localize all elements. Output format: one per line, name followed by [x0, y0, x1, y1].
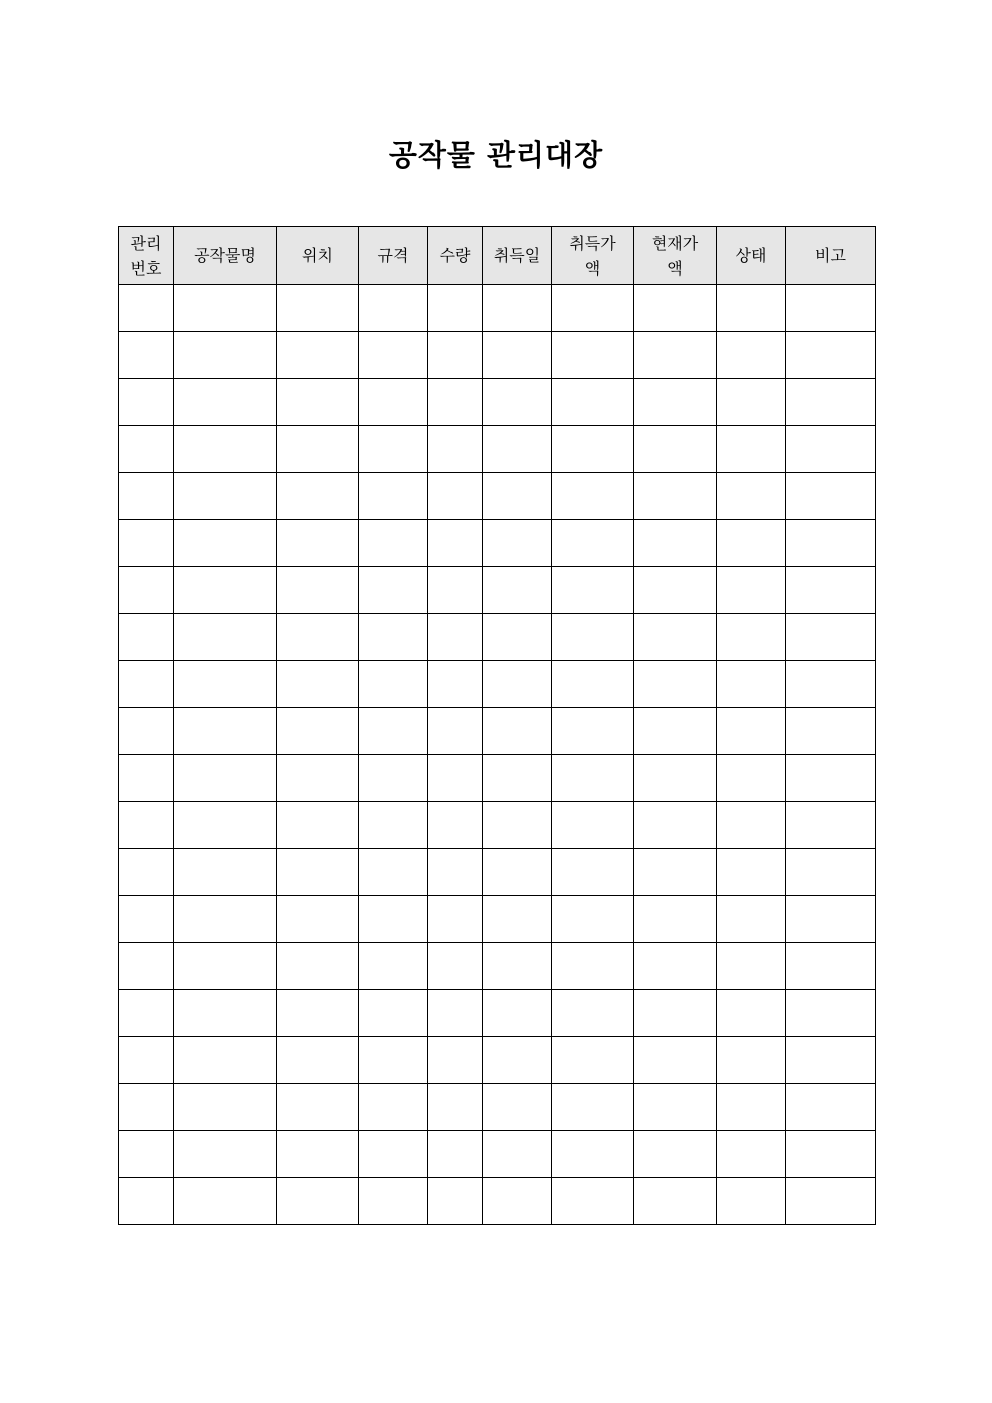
table-cell[interactable]	[552, 1084, 634, 1131]
table-cell[interactable]	[483, 661, 552, 708]
table-cell[interactable]	[552, 990, 634, 1037]
table-row	[119, 1131, 876, 1178]
table-cell[interactable]	[717, 520, 786, 567]
table-cell[interactable]	[428, 896, 483, 943]
table-cell[interactable]	[277, 1178, 359, 1225]
table-cell[interactable]	[717, 473, 786, 520]
table-cell[interactable]	[786, 614, 876, 661]
table-cell[interactable]	[634, 285, 717, 332]
table-cell[interactable]	[277, 473, 359, 520]
table-cell[interactable]	[119, 1131, 174, 1178]
table-cell[interactable]	[786, 1178, 876, 1225]
table-cell[interactable]	[552, 614, 634, 661]
table-cell[interactable]	[119, 1084, 174, 1131]
table-cell[interactable]	[174, 943, 277, 990]
table-cell[interactable]	[552, 661, 634, 708]
table-cell[interactable]	[483, 849, 552, 896]
table-cell[interactable]	[174, 1178, 277, 1225]
table-cell[interactable]	[174, 661, 277, 708]
table-cell[interactable]	[277, 332, 359, 379]
table-cell[interactable]	[174, 473, 277, 520]
table-cell[interactable]	[174, 802, 277, 849]
table-cell[interactable]	[483, 755, 552, 802]
table-row	[119, 379, 876, 426]
table-cell[interactable]	[119, 755, 174, 802]
header-location: 위치	[277, 227, 359, 285]
table-cell[interactable]	[634, 849, 717, 896]
table-cell[interactable]	[552, 426, 634, 473]
table-cell[interactable]	[634, 426, 717, 473]
header-remarks: 비고	[786, 227, 876, 285]
table-cell[interactable]	[483, 1178, 552, 1225]
table-cell[interactable]	[634, 1131, 717, 1178]
table-cell[interactable]	[277, 567, 359, 614]
table-cell[interactable]	[119, 285, 174, 332]
table-row	[119, 849, 876, 896]
table-cell[interactable]	[359, 943, 428, 990]
table-cell[interactable]	[428, 1084, 483, 1131]
table-cell[interactable]	[552, 332, 634, 379]
table-cell[interactable]	[174, 708, 277, 755]
table-cell[interactable]	[359, 426, 428, 473]
table-cell[interactable]	[428, 614, 483, 661]
table-cell[interactable]	[634, 661, 717, 708]
table-cell[interactable]	[717, 426, 786, 473]
table-cell[interactable]	[119, 473, 174, 520]
table-cell[interactable]	[119, 990, 174, 1037]
table-row	[119, 708, 876, 755]
table-row	[119, 1178, 876, 1225]
table-cell[interactable]	[428, 426, 483, 473]
table-cell[interactable]	[786, 426, 876, 473]
header-current-value: 현재가액	[634, 227, 717, 285]
table-cell[interactable]	[483, 614, 552, 661]
table-cell[interactable]	[428, 1178, 483, 1225]
table-cell[interactable]	[119, 1037, 174, 1084]
table-cell[interactable]	[483, 943, 552, 990]
table-row	[119, 661, 876, 708]
table-cell[interactable]	[786, 802, 876, 849]
table-row	[119, 473, 876, 520]
table-row	[119, 1084, 876, 1131]
table-cell[interactable]	[174, 520, 277, 567]
table-cell[interactable]	[552, 896, 634, 943]
table-cell[interactable]	[634, 943, 717, 990]
table-cell[interactable]	[428, 332, 483, 379]
table-cell[interactable]	[359, 661, 428, 708]
table-cell[interactable]	[359, 849, 428, 896]
table-cell[interactable]	[634, 567, 717, 614]
table-cell[interactable]	[786, 708, 876, 755]
table-cell[interactable]	[174, 379, 277, 426]
table-cell[interactable]	[277, 661, 359, 708]
table-row	[119, 285, 876, 332]
table-cell[interactable]	[786, 896, 876, 943]
table-cell[interactable]	[552, 802, 634, 849]
table-cell[interactable]	[483, 379, 552, 426]
header-status: 상태	[717, 227, 786, 285]
table-cell[interactable]	[552, 708, 634, 755]
table-cell[interactable]	[717, 614, 786, 661]
table-row	[119, 896, 876, 943]
table-cell[interactable]	[717, 332, 786, 379]
table-cell[interactable]	[428, 990, 483, 1037]
table-cell[interactable]	[552, 567, 634, 614]
table-cell[interactable]	[428, 520, 483, 567]
table-cell[interactable]	[277, 285, 359, 332]
table-row	[119, 1037, 876, 1084]
table-row	[119, 567, 876, 614]
table-cell[interactable]	[634, 1178, 717, 1225]
table-cell[interactable]	[359, 1084, 428, 1131]
table-cell[interactable]	[786, 473, 876, 520]
table-cell[interactable]	[428, 849, 483, 896]
table-cell[interactable]	[428, 943, 483, 990]
table-cell[interactable]	[483, 285, 552, 332]
table-row	[119, 802, 876, 849]
table-cell[interactable]	[634, 755, 717, 802]
table-cell[interactable]	[174, 332, 277, 379]
table-cell[interactable]	[359, 896, 428, 943]
table-cell[interactable]	[174, 896, 277, 943]
table-cell[interactable]	[717, 285, 786, 332]
table-cell[interactable]	[119, 943, 174, 990]
table-cell[interactable]	[483, 426, 552, 473]
table-cell[interactable]	[483, 567, 552, 614]
table-cell[interactable]	[359, 708, 428, 755]
table-cell[interactable]	[277, 614, 359, 661]
table-cell[interactable]	[428, 473, 483, 520]
table-cell[interactable]	[552, 520, 634, 567]
table-cell[interactable]	[483, 990, 552, 1037]
table-cell[interactable]	[277, 755, 359, 802]
table-row	[119, 614, 876, 661]
table-row	[119, 943, 876, 990]
header-structure-name: 공작물명	[174, 227, 277, 285]
table-cell[interactable]	[174, 990, 277, 1037]
table-cell[interactable]	[174, 567, 277, 614]
table-cell[interactable]	[174, 426, 277, 473]
table-cell[interactable]	[359, 285, 428, 332]
table-cell[interactable]	[552, 1131, 634, 1178]
table-cell[interactable]	[119, 379, 174, 426]
table-cell[interactable]	[359, 473, 428, 520]
table-cell[interactable]	[119, 661, 174, 708]
table-cell[interactable]	[174, 755, 277, 802]
table-cell[interactable]	[119, 1178, 174, 1225]
table-cell[interactable]	[428, 285, 483, 332]
table-cell[interactable]	[717, 1084, 786, 1131]
table-cell[interactable]	[277, 943, 359, 990]
table-cell[interactable]	[428, 661, 483, 708]
table-cell[interactable]	[428, 802, 483, 849]
table-cell[interactable]	[634, 1037, 717, 1084]
table-cell[interactable]	[359, 1178, 428, 1225]
table-cell[interactable]	[483, 1084, 552, 1131]
table-cell[interactable]	[634, 379, 717, 426]
table-cell[interactable]	[277, 379, 359, 426]
table-cell[interactable]	[277, 849, 359, 896]
table-cell[interactable]	[786, 943, 876, 990]
table-cell[interactable]	[428, 755, 483, 802]
table-cell[interactable]	[717, 943, 786, 990]
table-cell[interactable]	[359, 802, 428, 849]
table-header-row	[119, 227, 876, 285]
table-cell[interactable]	[786, 849, 876, 896]
page-title: 공작물 관리대장	[388, 138, 604, 172]
table-cell[interactable]	[552, 1037, 634, 1084]
table-cell[interactable]	[483, 802, 552, 849]
table-cell[interactable]	[786, 1084, 876, 1131]
table-cell[interactable]	[717, 567, 786, 614]
table-cell[interactable]	[483, 1131, 552, 1178]
table-cell[interactable]	[786, 1131, 876, 1178]
table-cell[interactable]	[552, 849, 634, 896]
table-cell[interactable]	[786, 332, 876, 379]
table-cell[interactable]	[483, 332, 552, 379]
table-cell[interactable]	[786, 990, 876, 1037]
table-cell[interactable]	[786, 661, 876, 708]
table-cell[interactable]	[277, 1131, 359, 1178]
table-cell[interactable]	[786, 755, 876, 802]
table-cell[interactable]	[119, 426, 174, 473]
table-cell[interactable]	[119, 708, 174, 755]
table-cell[interactable]	[277, 1084, 359, 1131]
table-cell[interactable]	[717, 379, 786, 426]
table-cell[interactable]	[174, 1037, 277, 1084]
table-cell[interactable]	[786, 1037, 876, 1084]
table-cell[interactable]	[483, 473, 552, 520]
header-specification: 규격	[359, 227, 428, 285]
table-cell[interactable]	[717, 661, 786, 708]
table-cell[interactable]	[277, 708, 359, 755]
table-cell[interactable]	[717, 1037, 786, 1084]
table-cell[interactable]	[359, 379, 428, 426]
table-cell[interactable]	[359, 990, 428, 1037]
table-cell[interactable]	[277, 990, 359, 1037]
table-cell[interactable]	[428, 379, 483, 426]
table-cell[interactable]	[174, 614, 277, 661]
table-cell[interactable]	[428, 708, 483, 755]
table-cell[interactable]	[552, 285, 634, 332]
table-cell[interactable]	[634, 990, 717, 1037]
table-row	[119, 755, 876, 802]
table-cell[interactable]	[277, 896, 359, 943]
table-cell[interactable]	[552, 379, 634, 426]
header-quantity: 수량	[428, 227, 483, 285]
table-cell[interactable]	[483, 896, 552, 943]
table-cell[interactable]	[634, 708, 717, 755]
table-cell[interactable]	[786, 285, 876, 332]
table-cell[interactable]	[483, 1037, 552, 1084]
table-cell[interactable]	[717, 990, 786, 1037]
table-cell[interactable]	[119, 567, 174, 614]
table-cell[interactable]	[174, 849, 277, 896]
header-acquisition-date: 취득일	[483, 227, 552, 285]
table-cell[interactable]	[552, 473, 634, 520]
table-cell[interactable]	[786, 567, 876, 614]
table-cell[interactable]	[174, 1131, 277, 1178]
table-cell[interactable]	[552, 943, 634, 990]
table-cell[interactable]	[119, 802, 174, 849]
table-cell[interactable]	[552, 1178, 634, 1225]
header-management-number: 관리번호	[119, 227, 174, 285]
table-cell[interactable]	[717, 1178, 786, 1225]
table-cell[interactable]	[717, 896, 786, 943]
table-cell[interactable]	[717, 802, 786, 849]
table-cell[interactable]	[483, 520, 552, 567]
table-cell[interactable]	[634, 520, 717, 567]
table-cell[interactable]	[634, 896, 717, 943]
table-cell[interactable]	[119, 849, 174, 896]
table-body	[119, 285, 876, 1225]
table-cell[interactable]	[634, 473, 717, 520]
table-cell[interactable]	[786, 379, 876, 426]
table-cell[interactable]	[634, 614, 717, 661]
table-row	[119, 426, 876, 473]
table-cell[interactable]	[428, 567, 483, 614]
header-acquisition-value: 취득가액	[552, 227, 634, 285]
table-cell[interactable]	[174, 285, 277, 332]
table-cell[interactable]	[717, 708, 786, 755]
table-cell[interactable]	[359, 1131, 428, 1178]
table-cell[interactable]	[717, 1131, 786, 1178]
table-cell[interactable]	[359, 567, 428, 614]
table-cell[interactable]	[428, 1037, 483, 1084]
table-cell[interactable]	[634, 332, 717, 379]
table-cell[interactable]	[428, 1131, 483, 1178]
table-cell[interactable]	[119, 520, 174, 567]
table-cell[interactable]	[359, 614, 428, 661]
table-cell[interactable]	[359, 755, 428, 802]
table-cell[interactable]	[174, 1084, 277, 1131]
table-cell[interactable]	[717, 849, 786, 896]
table-cell[interactable]	[277, 426, 359, 473]
table-cell[interactable]	[119, 614, 174, 661]
table-cell[interactable]	[786, 520, 876, 567]
table-cell[interactable]	[119, 896, 174, 943]
table-row	[119, 990, 876, 1037]
table-cell[interactable]	[119, 332, 174, 379]
table-cell[interactable]	[717, 755, 786, 802]
table-row	[119, 332, 876, 379]
table-cell[interactable]	[359, 520, 428, 567]
table-cell[interactable]	[359, 332, 428, 379]
table-row	[119, 520, 876, 567]
table-cell[interactable]	[634, 1084, 717, 1131]
table-cell[interactable]	[277, 802, 359, 849]
management-ledger-table	[118, 226, 876, 1225]
table-cell[interactable]	[359, 1037, 428, 1084]
table-cell[interactable]	[483, 708, 552, 755]
table-cell[interactable]	[552, 755, 634, 802]
table-cell[interactable]	[277, 1037, 359, 1084]
table-cell[interactable]	[634, 802, 717, 849]
table-cell[interactable]	[277, 520, 359, 567]
